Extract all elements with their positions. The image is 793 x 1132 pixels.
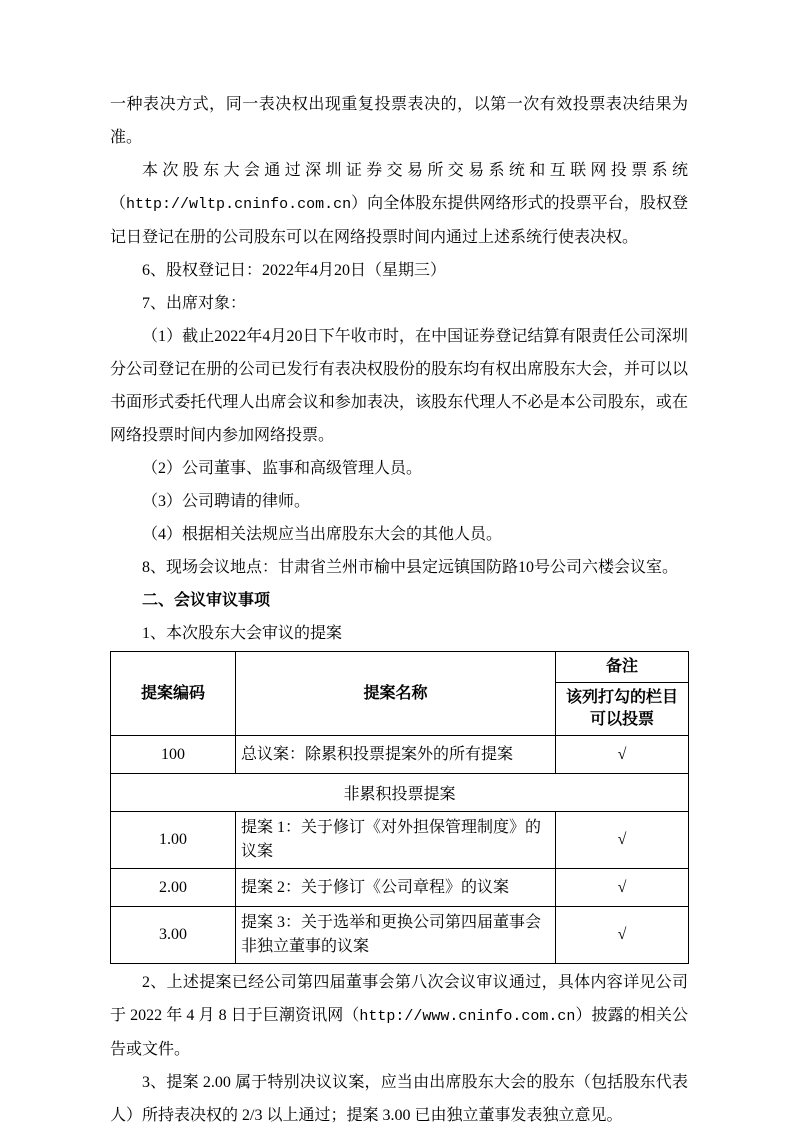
- proposal-check: √: [556, 812, 689, 869]
- table-row-proposal-1: [111, 812, 689, 869]
- item-7-attendees: 7、出席对象：: [142, 295, 247, 312]
- item-7-sub-3: （3）公司聘请的律师。: [142, 493, 311, 510]
- proposal-code: 3.00: [111, 907, 236, 964]
- proposal-code: 2.00: [111, 869, 236, 907]
- paragraph-approval-note-text-1: 2、上述提案已经公司第四届董事会第八次会议审议通过，具体内容详见公司于 2022 年 4 月 8 日于巨潮资讯网（: [110, 974, 688, 1024]
- col-header-remark: 备注: [556, 652, 689, 683]
- item-7-sub-4: （4）根据相关法规应当出席股东大会的其他人员。: [142, 526, 503, 543]
- table-row-proposal-2: [111, 869, 689, 907]
- item-8-venue: 8、现场会议地点：甘肃省兰州市榆中县定远镇国防路10号公司六楼会议室。: [142, 559, 679, 576]
- item-7-sub-2: （2）公司董事、监事和高级管理人员。: [142, 460, 423, 477]
- proposal-code: 100: [111, 736, 236, 774]
- url-text: http://www.cninfo.com.cn: [359, 1008, 576, 1025]
- table-group-row-non-cumulative: [111, 774, 689, 812]
- item-6-record-date: 6、股权登记日：2022年4月20日（星期三）: [142, 262, 447, 279]
- proposals-table: [110, 651, 689, 964]
- paragraph-approval-note: [110, 966, 688, 1066]
- proposal-name: 提案 1：关于修订《对外担保管理制度》的议案: [236, 812, 556, 869]
- paragraph-network-voting: [110, 154, 688, 254]
- paragraph-network-voting-text-2: ）向全体股东提供网络形式的投票平台，股权登记日登记在册的公司股东可以在网络投票时间内通过上述系统行使表决权。: [110, 195, 688, 246]
- proposal-name: 总议案：除累积投票提案外的所有提案: [236, 736, 556, 774]
- table-row-proposal-3: [111, 907, 689, 964]
- section-heading: 二、会议审议事项: [142, 592, 271, 609]
- proposal-check: √: [556, 869, 689, 907]
- paragraph-voting-rule: 一种表决方式，同一表决权出现重复投票表决的，以第一次有效投票表决结果为准。: [110, 96, 688, 146]
- paragraph-special-resolution: 3、提案 2.00 属于特别决议议案，应当由出席股东大会的股东（包括股东代表人）所持表决权的 2/3 以上通过；提案 3.00 已由独立董事发表独立意见。: [110, 1074, 688, 1124]
- proposal-name: 提案 3：关于选举和更换公司第四届董事会非独立董事的议案: [236, 907, 556, 964]
- proposal-code: 1.00: [111, 812, 236, 869]
- col-header-proposal-name: 提案名称: [236, 652, 556, 736]
- table-row-general-proposal: [111, 736, 689, 774]
- paragraph-network-voting-text-1: 本次股东大会通过深圳证券交易所交易系统和互联网投票系统（: [110, 162, 688, 212]
- item-1-proposal-list-intro: 1、本次股东大会审议的提案: [142, 625, 343, 642]
- proposal-check: √: [556, 736, 689, 774]
- group-row-label: 非累积投票提案: [111, 774, 689, 812]
- proposal-check: √: [556, 907, 689, 964]
- col-header-proposal-code: 提案编码: [111, 652, 236, 736]
- proposal-name: 提案 2：关于修订《公司章程》的议案: [236, 869, 556, 907]
- paragraph-approval-note-text-2: ）披露的相关公告或文件。: [110, 1007, 688, 1058]
- table-header-row: [111, 652, 689, 683]
- url-text: http://wltp.cninfo.com.cn: [126, 196, 352, 213]
- col-header-remark-sub: 该列打勾的栏目可以投票: [556, 683, 689, 736]
- item-7-sub-1: （1）截止2022年4月20日下午收市时，在中国证券登记结算有限责任公司深圳分公司登记在册的公司已发行有表决权股份的股东均有权出席股东大会，并可以以书面形式委托代理人出席会议和参加表决，该股东代理人不必是本公司股东，或在网络投票时间内参加网络投票。: [110, 328, 688, 444]
